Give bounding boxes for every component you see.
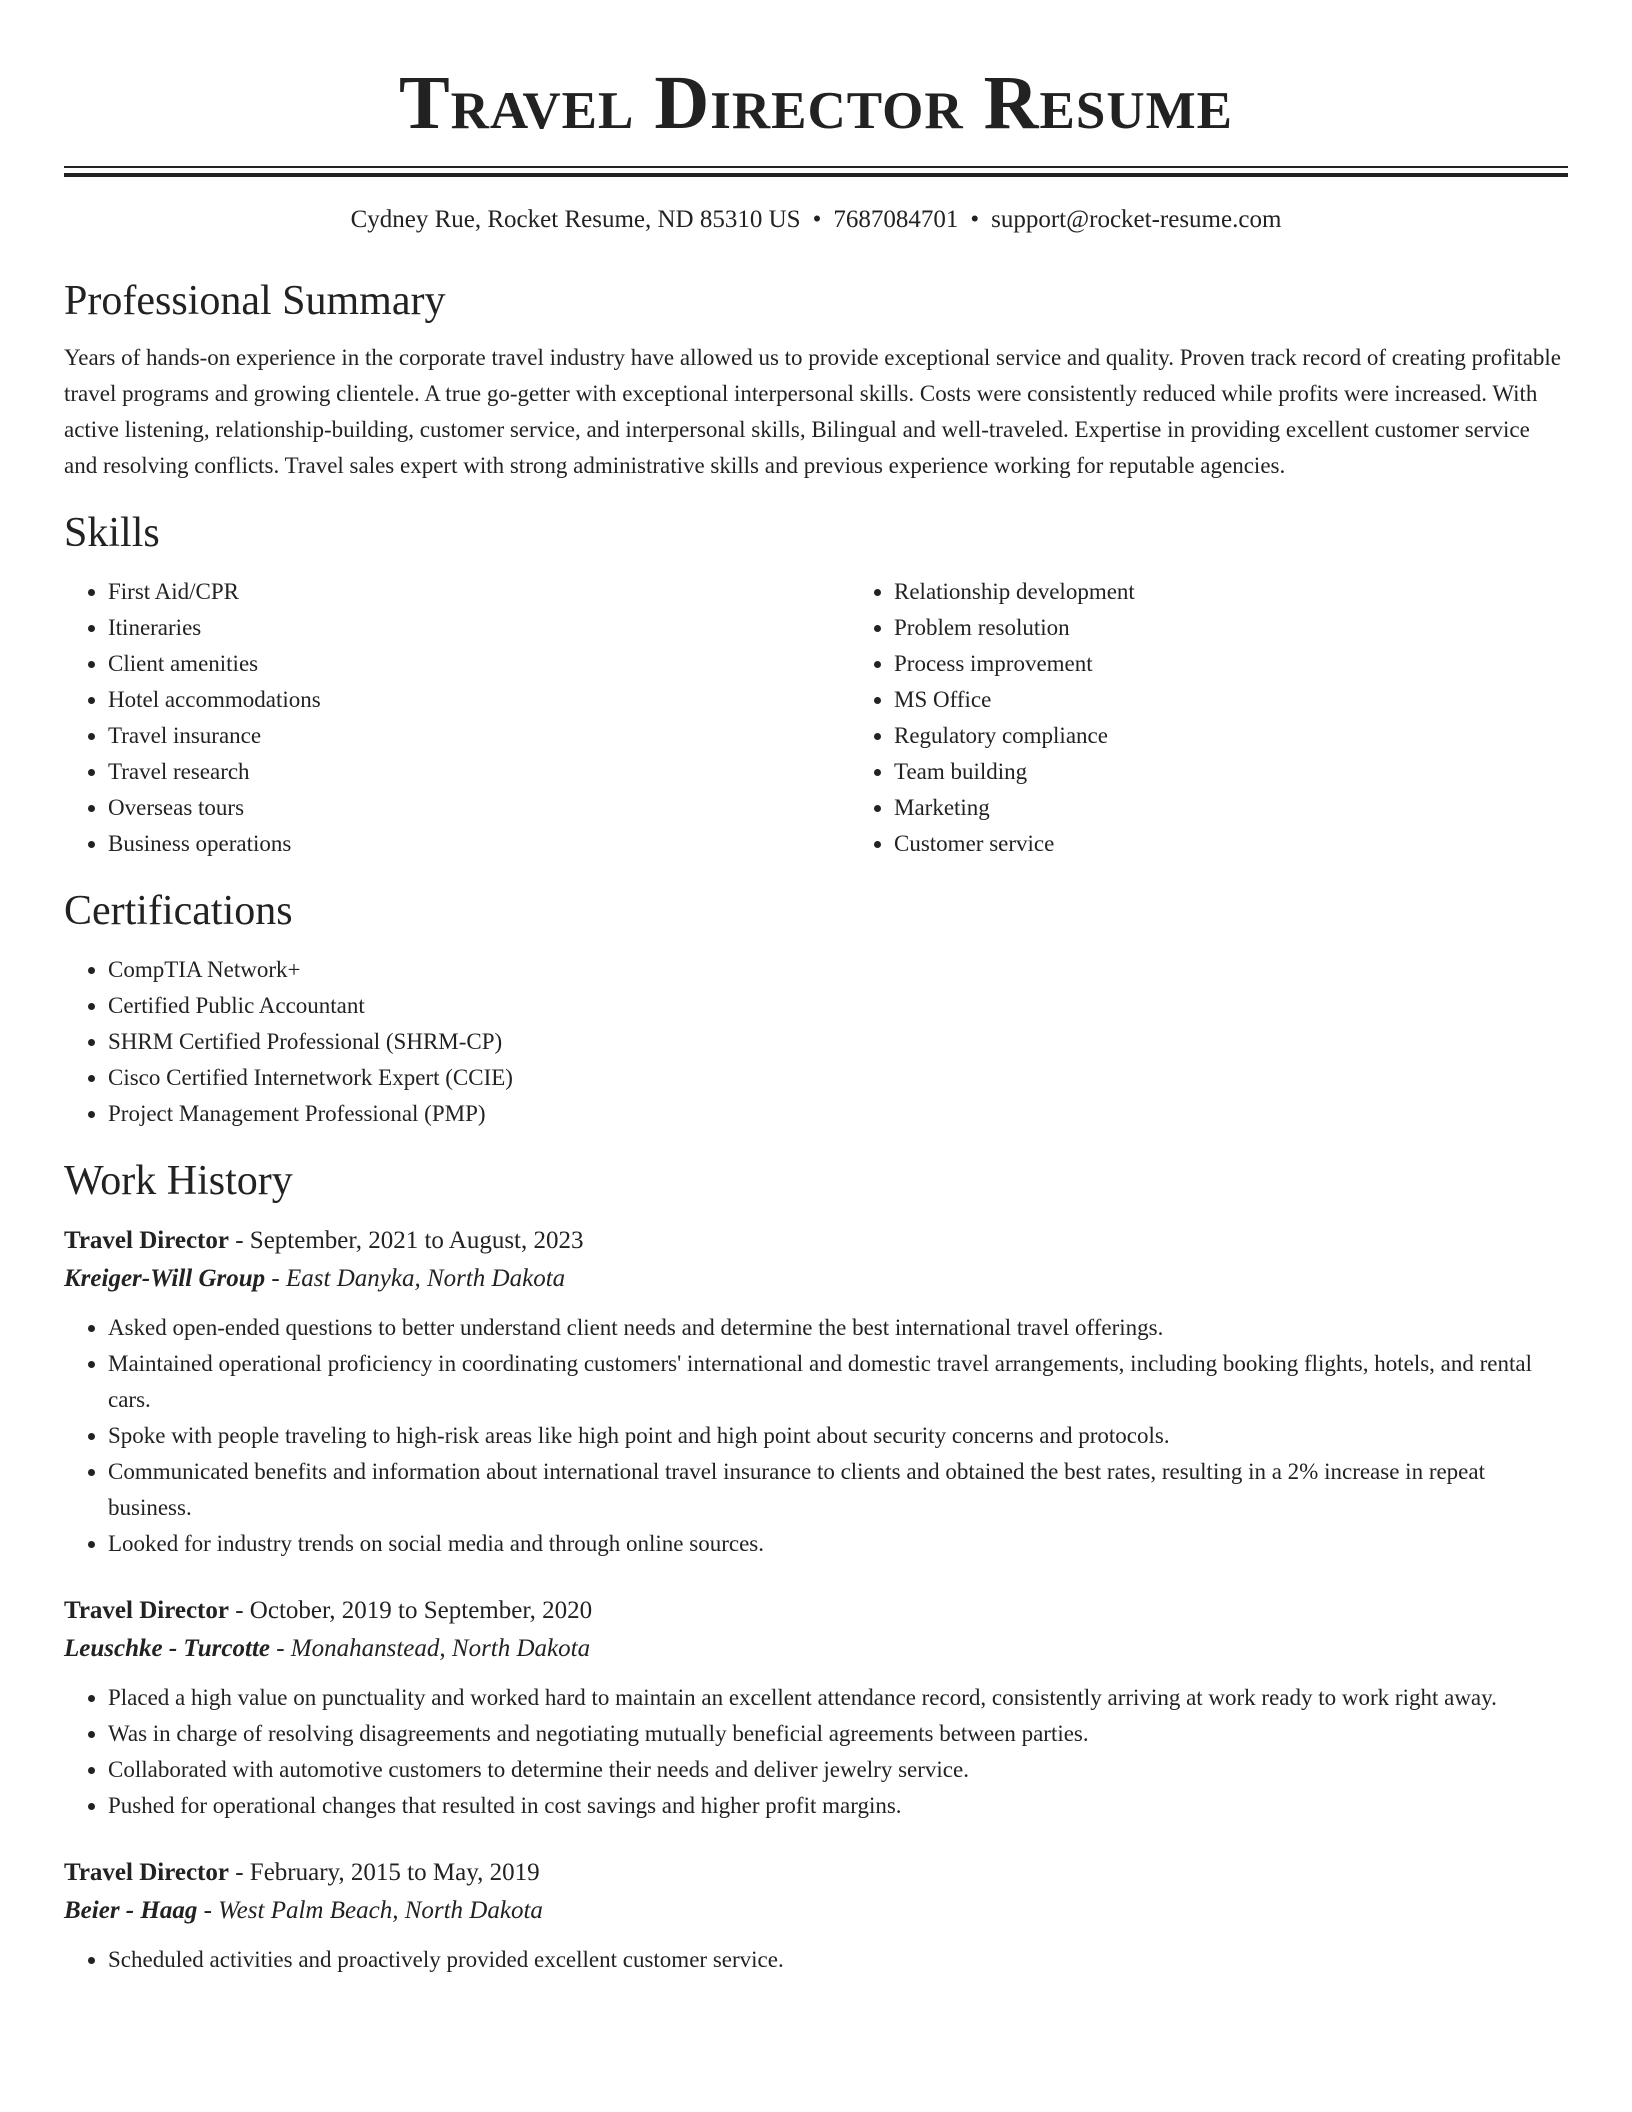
certifications-section [64,886,1568,1132]
job-bullet: • Maintained operational proficiency in coordinating customers' international and domestic travel arrangements, including booking flights, hotels, and rental cars. [108,1346,1568,1418]
job-entry [64,1592,1568,1824]
skill-item: • Client amenities [108,646,850,682]
job-bullet: • Was in charge of resolving disagreements and negotiating mutually beneficial agreements between parties. [108,1716,1568,1752]
job-bullet: • Pushed for operational changes that resulted in cost savings and higher profit margins. [108,1788,1568,1824]
skill-item: • Overseas tours [108,790,850,826]
skill-item: • Marketing [894,790,1135,826]
job-bullet: • Collaborated with automotive customers to determine their needs and deliver jewelry service. [108,1752,1568,1788]
work-history-heading: Work History [64,1158,293,1204]
job-company: Beier - Haag [64,1897,198,1924]
job-bullet: • Asked open-ended questions to better understand client needs and determine the best international travel offerings. [108,1310,1568,1346]
work-history-section [64,1156,1568,1978]
job-bullets [64,1680,1568,1824]
title-divider [64,166,1568,176]
job-title: Travel Director [64,1597,229,1624]
job-entry [64,1854,1568,1978]
job-bullet: • Scheduled activities and proactively provided excellent customer service. [108,1942,1568,1978]
job-company: Kreiger-Will Group [64,1265,266,1292]
job-title-line [64,1222,1568,1260]
skill-item: • Hotel accommodations [108,682,850,718]
job-bullet: • Placed a high value on punctuality and worked hard to maintain an excellent attendance record, consistently arriving at work ready to work right away. [108,1680,1568,1716]
job-title-line [64,1592,1568,1630]
certification-item: • Cisco Certified Internetwork Expert (CCIE) [108,1060,1568,1096]
skill-item: • Team building [894,754,1135,790]
skill-item: • Travel insurance [108,718,850,754]
skill-item: • Business operations [108,826,850,862]
skill-item: • Problem resolution [894,610,1135,646]
contact-line [64,204,1568,236]
job-dates: - September, 2021 to August, 2023 [228,1227,584,1254]
skill-item: • Itineraries [108,610,850,646]
job-bullets [64,1310,1568,1562]
skills-list-right [850,574,1135,862]
skill-item: • MS Office [894,682,1135,718]
contact-address: Cydney Rue, Rocket Resume, ND 85310 US [350,206,801,233]
job-title: Travel Director [64,1859,229,1886]
job-company-line [64,1260,1568,1298]
skills-heading: Skills [64,510,160,556]
certification-item: • Certified Public Accountant [108,988,1568,1024]
job-location: - East Danyka, North Dakota [265,1265,566,1292]
skill-item: • First Aid/CPR [108,574,850,610]
certifications-heading: Certifications [64,888,293,934]
job-company: Leuschke - Turcotte [64,1635,270,1662]
job-company-line [64,1892,1568,1930]
skill-item: • Travel research [108,754,850,790]
job-bullet: • Spoke with people traveling to high-risk areas like high point and high point about security concerns and protocols. [108,1418,1568,1454]
job-location: - Monahanstead, North Dakota [269,1635,591,1662]
job-dates: - October, 2019 to September, 2020 [228,1597,593,1624]
certification-item: • Project Management Professional (PMP) [108,1096,1568,1132]
divider-thin-line [64,166,1568,168]
summary-section [64,276,1568,484]
job-bullets [64,1942,1568,1978]
job-dates: - February, 2015 to May, 2019 [228,1859,540,1886]
contact-separator: • [970,206,980,233]
job-bullet: • Looked for industry trends on social media and through online sources. [108,1526,1568,1562]
contact-email: support@rocket-resume.com [991,206,1282,233]
skills-list-left [64,574,850,862]
skill-item: • Process improvement [894,646,1135,682]
skills-columns [64,574,1568,862]
certifications-list [64,952,1568,1132]
skills-section [64,508,1568,862]
resume-title: Travel Director Resume [398,61,1234,145]
certification-item: • CompTIA Network+ [108,952,1568,988]
certification-item: • SHRM Certified Professional (SHRM-CP) [108,1024,1568,1060]
divider-thick-line [64,173,1568,177]
job-bullet: • Communicated benefits and information about international travel insurance to clients and obtained the best rates, resulting in a 2% increase in repeat business. [108,1454,1568,1526]
job-entry [64,1222,1568,1562]
skill-item: • Regulatory compliance [894,718,1135,754]
job-title: Travel Director [64,1227,229,1254]
summary-text: Years of hands-on experience in the corporate travel industry have allowed us to provide exceptional service and quality. Proven track record of creating profitable travel programs and growing clientele. A true go-getter with exceptional interpersonal skills. Costs were consistently reduced while profits were increased. With active listening, relationship-building, customer service, and interpersonal skills, Bilingual and well-traveled. Expertise in providing excellent customer service and resolving conflicts. Travel sales expert with strong administrative skills and previous experience working for reputable agencies. [64,345,1562,478]
skill-item: • Relationship development [894,574,1135,610]
contact-separator: • [812,206,822,233]
contact-phone: 7687084701 [833,206,959,233]
summary-heading: Professional Summary [64,278,446,324]
skill-item: • Customer service [894,826,1135,862]
job-location: - West Palm Beach, North Dakota [197,1897,543,1924]
job-title-line [64,1854,1568,1892]
job-company-line [64,1630,1568,1668]
